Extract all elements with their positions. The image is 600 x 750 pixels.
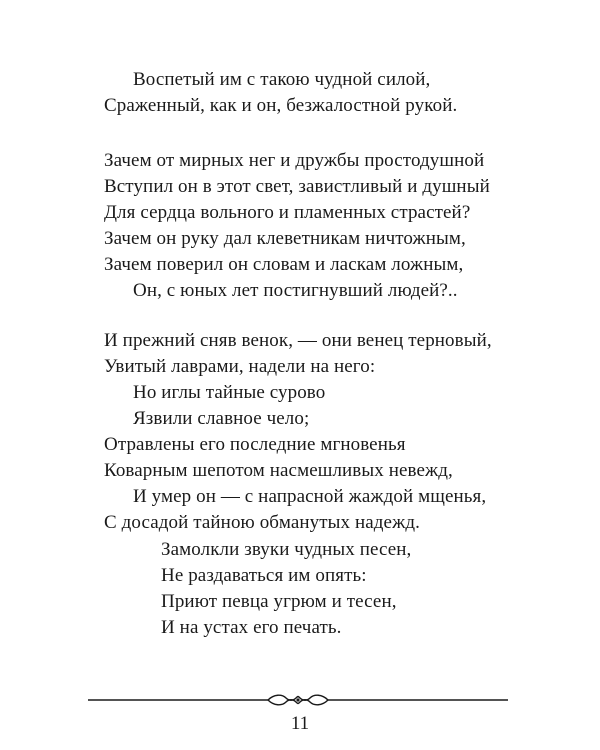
poem-line: Сраженный, как и он, безжалостной рукой. — [104, 95, 458, 116]
poem-line: И прежний сняв венок, — они венец терновый, — [104, 330, 492, 351]
ornament-divider-icon — [88, 690, 508, 710]
poem-line: И на устах его печать. — [161, 617, 342, 638]
poem-line: Воспетый им с такою чудной силой, — [133, 69, 431, 90]
poem-line: Не раздаваться им опять: — [161, 565, 367, 586]
poem-line: Язвили славное чело; — [133, 408, 310, 429]
poem-line: И умер он — с напрасной жаждой мщенья, — [133, 486, 487, 507]
page-number: 11 — [290, 713, 310, 734]
poem-line: Приют певца угрюм и тесен, — [161, 591, 397, 612]
poem-line: Замолкли звуки чудных песен, — [161, 539, 412, 560]
poem-line: С досадой тайною обманутых надежд. — [104, 512, 420, 533]
poem-line: Но иглы тайные сурово — [133, 382, 326, 403]
poem-line: Зачем он руку дал клеветникам ничтожным, — [104, 228, 466, 249]
poem-line: Отравлены его последние мгновенья — [104, 434, 406, 455]
poem-line: Зачем от мирных нег и дружбы простодушной — [104, 150, 485, 171]
poem-line: Вступил он в этот свет, завистливый и душный — [104, 176, 490, 197]
poem-line: Зачем поверил он словам и ласкам ложным, — [104, 254, 464, 275]
poem-line: Коварным шепотом насмешливых невежд, — [104, 460, 453, 481]
poem-line: Он, с юных лет постигнувший людей?.. — [133, 280, 458, 301]
poem-line: Увитый лаврами, надели на него: — [104, 356, 376, 377]
poem-line: Для сердца вольного и пламенных страстей? — [104, 202, 471, 223]
